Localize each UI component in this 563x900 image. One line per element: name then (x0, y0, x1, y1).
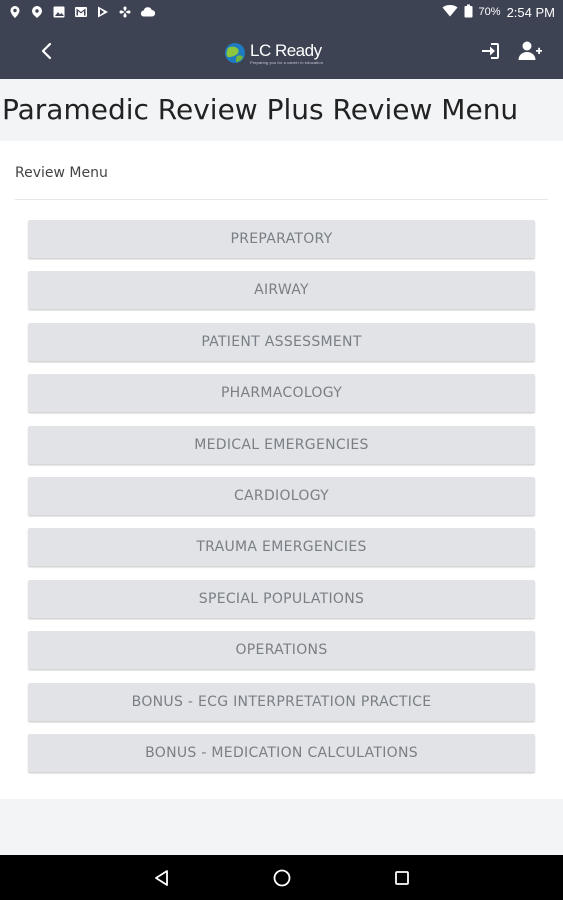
back-button[interactable] (32, 36, 62, 66)
location-icon (30, 5, 44, 19)
nav-recents-button[interactable] (390, 866, 414, 890)
play-icon (96, 5, 110, 19)
cloud-icon (140, 5, 154, 19)
review-menu-list (28, 220, 535, 785)
menu-button-airway[interactable]: AIRWAY (28, 271, 535, 309)
menu-button-bonus-medication[interactable]: BONUS - MEDICATION CALCULATIONS (28, 734, 535, 772)
app-bar (0, 24, 563, 79)
section-label: Review Menu (15, 165, 108, 181)
menu-button-patient-assessment[interactable]: PATIENT ASSESSMENT (28, 323, 535, 361)
menu-button-special-populations[interactable]: SPECIAL POPULATIONS (28, 580, 535, 618)
menu-button-cardiology[interactable]: CARDIOLOGY (28, 477, 535, 515)
app-logo (224, 38, 323, 68)
sign-in-icon (479, 39, 503, 63)
menu-button-bonus-ecg[interactable]: BONUS - ECG INTERPRETATION PRACTICE (28, 683, 535, 721)
add-user-button[interactable] (517, 39, 541, 63)
back-triangle-icon (153, 869, 171, 887)
gmail-icon (74, 5, 88, 19)
app-bar-actions (479, 39, 541, 63)
globe-logo-icon (224, 42, 246, 64)
chevron-left-icon (39, 41, 55, 61)
system-indicators (442, 4, 555, 21)
menu-button-operations[interactable]: OPERATIONS (28, 631, 535, 669)
nav-home-button[interactable] (270, 866, 294, 890)
sign-in-button[interactable] (479, 39, 503, 63)
home-circle-icon (272, 868, 292, 888)
nav-back-button[interactable] (150, 866, 174, 890)
wifi-icon (442, 4, 458, 21)
menu-button-pharmacology[interactable]: PHARMACOLOGY (28, 374, 535, 412)
page-header (0, 79, 563, 141)
image-icon (52, 5, 66, 19)
system-navigation-bar (0, 855, 563, 900)
menu-button-medical-emergencies[interactable]: MEDICAL EMERGENCIES (28, 426, 535, 464)
menu-button-trauma-emergencies[interactable]: TRAUMA EMERGENCIES (28, 528, 535, 566)
review-menu-card (0, 141, 563, 799)
add-user-icon (517, 39, 543, 63)
recents-square-icon (393, 869, 411, 887)
menu-button-preparatory[interactable]: PREPARATORY (28, 220, 535, 258)
logo-wordmark: LC Ready (250, 40, 322, 60)
page-title: Paramedic Review Plus Review Menu (2, 93, 519, 126)
battery-icon (464, 4, 473, 21)
location-icon (8, 5, 22, 19)
clock: 2:54 PM (506, 4, 555, 20)
fan-icon (118, 5, 132, 19)
battery-percent: 70% (478, 6, 501, 18)
logo-tagline: Preparing you for a career in education (250, 59, 324, 65)
notification-icons (8, 5, 154, 19)
status-bar (0, 0, 563, 24)
divider (15, 199, 548, 200)
page-footer-space (0, 799, 563, 855)
